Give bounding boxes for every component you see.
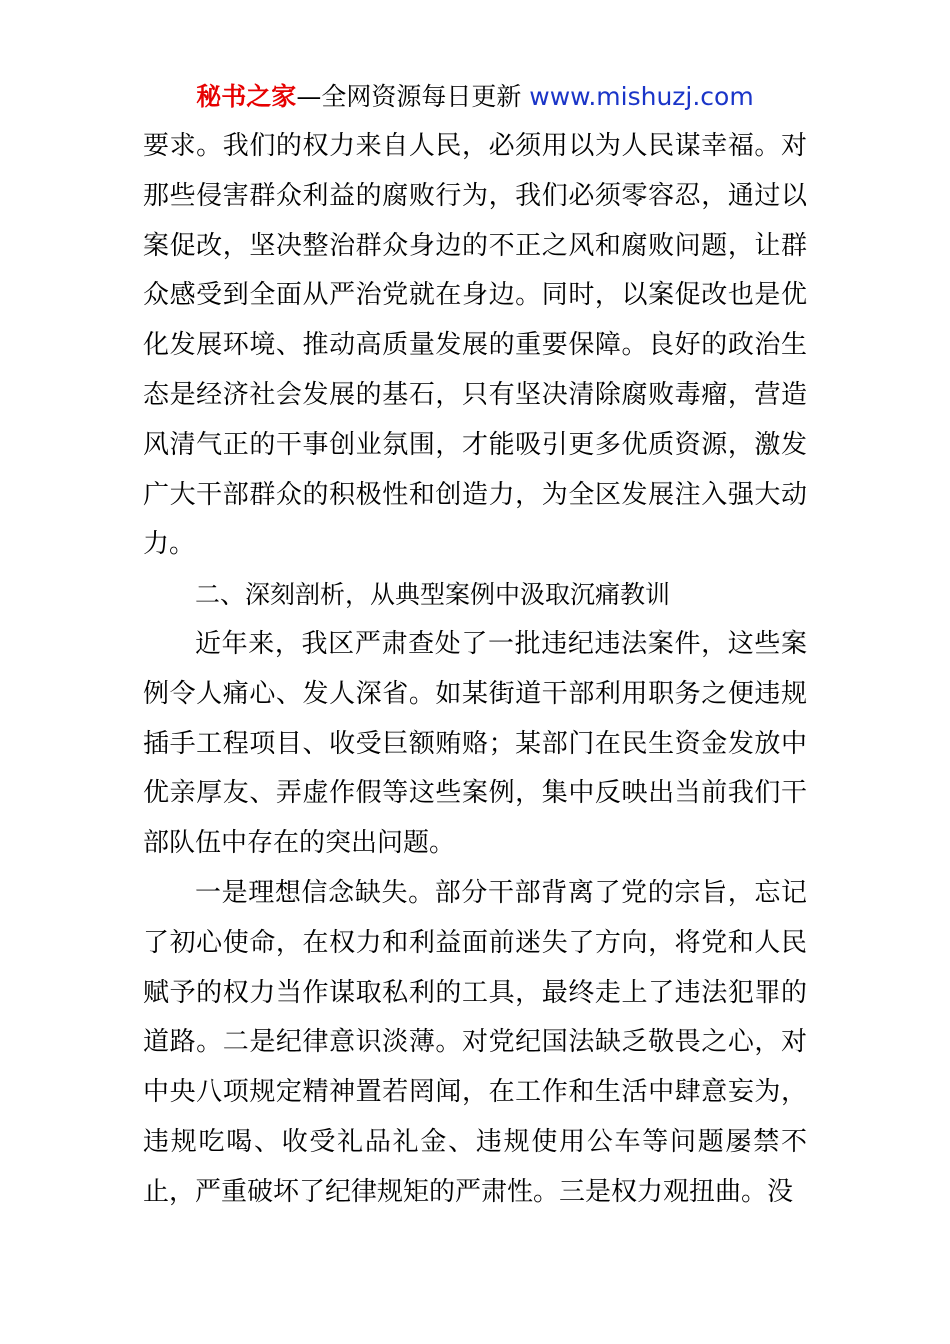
header-tagline: —全网资源每日更新 xyxy=(296,82,522,111)
document-body xyxy=(143,122,807,1218)
header-url-link[interactable]: www.mishuzj.com xyxy=(529,82,754,111)
paragraph-continuation: 要求。我们的权力来自人民，必须用以为人民谋幸福。对那些侵害群众利益的腐败行为，我们必须零容忍，通过以案促改，坚决整治群众身边的不正之风和腐败问题，让群众感受到全面从严治党就在身边。同时，以案促改也是优化发展环境、推动高质量发展的重要保障。良好的政治生态是经济社会发展的基石，只有坚决清除腐败毒瘤，营造风清气正的干事创业氛围，才能吸引更多优质资源，激发广大干部群众的积极性和创造力，为全区发展注入强大动力。 xyxy=(143,131,807,560)
page-header xyxy=(0,80,950,114)
paragraph-cases: 近年来，我区严肃查处了一批违纪违法案件，这些案例令人痛心、发人深省。如某街道干部利用职务之便违规插手工程项目、收受巨额贿赂；某部门在民生资金发放中优亲厚友、弄虚作假等这些案例，集中反映出当前我们干部队伍中存在的突出问题。 xyxy=(143,628,807,859)
header-brand: 秘书之家 xyxy=(196,82,297,111)
paragraph-problems: 一是理想信念缺失。部分干部背离了党的宗旨，忘记了初心使命，在权力和利益面前迷失了方向，将党和人民赋予的权力当作谋取私利的工具，最终走上了违法犯罪的道路。二是纪律意识淡薄。对党纪国法缺乏敬畏之心，对中央八项规定精神置若罔闻，在工作和生活中肆意妄为，违规吃喝、收受礼品礼金、违规使用公车等问题屡禁不止，严重破坏了纪律规矩的严肃性。三是权力观扭曲。没 xyxy=(143,877,807,1207)
section-heading: 二、深刻剖析，从典型案例中汲取沉痛教训 xyxy=(195,580,671,610)
